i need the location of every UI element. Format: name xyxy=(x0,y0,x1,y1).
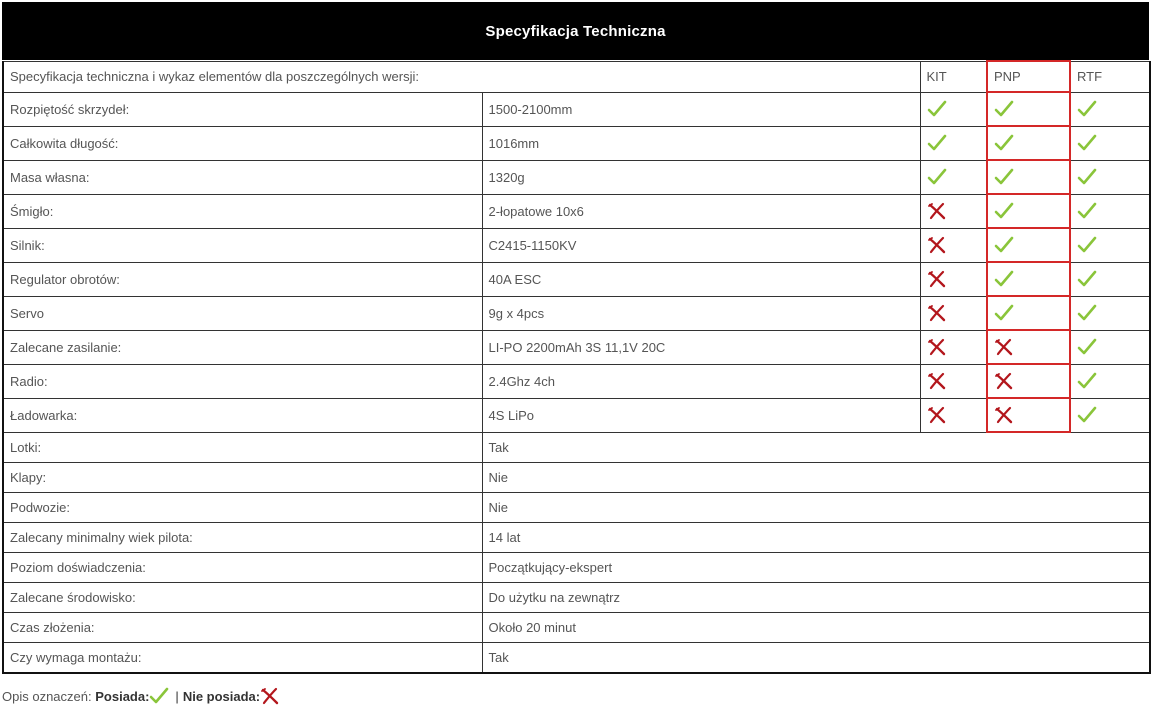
table-row xyxy=(3,463,1150,493)
legend-separator: | xyxy=(175,688,179,704)
table-row xyxy=(3,194,1150,228)
check-icon xyxy=(994,270,1014,285)
table-header-row xyxy=(3,61,1150,92)
check-icon xyxy=(1077,406,1097,421)
cross-icon xyxy=(994,338,1014,353)
check-icon xyxy=(927,100,947,115)
check-icon xyxy=(1077,338,1097,353)
cell-pnp-5 xyxy=(987,262,1070,296)
row-value: Tak xyxy=(482,643,1150,674)
cell-rtf-0 xyxy=(1070,92,1150,126)
row-value: 14 lat xyxy=(482,523,1150,553)
row-value: Nie xyxy=(482,493,1150,523)
table-row xyxy=(3,432,1150,463)
row-value: 2-łopatowe 10x6 xyxy=(482,194,920,228)
legend-has-label: Posiada: xyxy=(95,688,150,704)
check-icon xyxy=(1077,202,1097,217)
check-icon xyxy=(1077,372,1097,387)
cross-icon xyxy=(927,270,947,285)
header-pnp: PNP xyxy=(987,61,1070,92)
row-label: Czas złożenia: xyxy=(3,613,482,643)
row-label: Lotki: xyxy=(3,432,482,463)
cell-pnp-0 xyxy=(987,92,1070,126)
row-value: Tak xyxy=(482,432,1150,463)
check-icon xyxy=(1077,270,1097,285)
row-label: Ładowarka: xyxy=(3,398,482,432)
row-value: 2.4Ghz 4ch xyxy=(482,364,920,398)
cell-rtf-1 xyxy=(1070,126,1150,160)
table-row xyxy=(3,613,1150,643)
cell-kit-7 xyxy=(920,330,987,364)
row-label: Silnik: xyxy=(3,228,482,262)
table-row xyxy=(3,553,1150,583)
row-label: Zalecany minimalny wiek pilota: xyxy=(3,523,482,553)
table-row xyxy=(3,364,1150,398)
row-label: Radio: xyxy=(3,364,482,398)
row-label: Zalecane zasilanie: xyxy=(3,330,482,364)
check-icon xyxy=(149,687,169,705)
check-icon xyxy=(1077,134,1097,149)
legend-has-not-label: Nie posiada: xyxy=(182,688,261,704)
cell-rtf-6 xyxy=(1070,296,1150,330)
check-icon xyxy=(927,168,947,183)
header-kit: KIT xyxy=(920,61,987,92)
cell-kit-5 xyxy=(920,262,987,296)
table-row xyxy=(3,493,1150,523)
cell-pnp-4 xyxy=(987,228,1070,262)
header-description: Specyfikacja techniczna i wykaz elementów dla poszczególnych wersji: xyxy=(3,61,920,92)
cell-rtf-5 xyxy=(1070,262,1150,296)
cell-pnp-1 xyxy=(987,126,1070,160)
cell-rtf-2 xyxy=(1070,160,1150,194)
check-icon xyxy=(994,134,1014,149)
cross-icon xyxy=(994,406,1014,421)
cell-pnp-3 xyxy=(987,194,1070,228)
cross-icon xyxy=(260,687,280,705)
spec-container xyxy=(2,2,1149,674)
cell-pnp-2 xyxy=(987,160,1070,194)
row-label: Czy wymaga montażu: xyxy=(3,643,482,674)
row-value: 1500-2100mm xyxy=(482,92,920,126)
row-value: 40A ESC xyxy=(482,262,920,296)
cell-rtf-3 xyxy=(1070,194,1150,228)
cell-pnp-7 xyxy=(987,330,1070,364)
cell-kit-1 xyxy=(920,126,987,160)
table-row xyxy=(3,262,1150,296)
row-label: Rozpiętość skrzydeł: xyxy=(3,92,482,126)
table-row xyxy=(3,583,1150,613)
table-row xyxy=(3,160,1150,194)
row-value: Nie xyxy=(482,463,1150,493)
cell-rtf-8 xyxy=(1070,364,1150,398)
header-rtf: RTF xyxy=(1070,61,1150,92)
row-label: Zalecane środowisko: xyxy=(3,583,482,613)
row-label: Podwozie: xyxy=(3,493,482,523)
cell-kit-4 xyxy=(920,228,987,262)
cell-kit-9 xyxy=(920,398,987,432)
cross-icon xyxy=(927,304,947,319)
cell-rtf-4 xyxy=(1070,228,1150,262)
row-value: Około 20 minut xyxy=(482,613,1150,643)
cross-icon xyxy=(927,372,947,387)
check-icon xyxy=(1077,100,1097,115)
cell-kit-0 xyxy=(920,92,987,126)
row-value: Początkujący-ekspert xyxy=(482,553,1150,583)
check-icon xyxy=(1077,168,1097,183)
check-icon xyxy=(994,100,1014,115)
check-icon xyxy=(994,304,1014,319)
row-value: LI-PO 2200mAh 3S 11,1V 20C xyxy=(482,330,920,364)
cell-kit-2 xyxy=(920,160,987,194)
row-value: 4S LiPo xyxy=(482,398,920,432)
cross-icon xyxy=(927,406,947,421)
cell-pnp-9 xyxy=(987,398,1070,432)
cross-icon xyxy=(927,236,947,251)
table-row xyxy=(3,228,1150,262)
table-row xyxy=(3,126,1150,160)
cell-pnp-6 xyxy=(987,296,1070,330)
row-value: Do użytku na zewnątrz xyxy=(482,583,1150,613)
row-label: Śmigło: xyxy=(3,194,482,228)
legend xyxy=(2,687,280,705)
row-label: Poziom doświadczenia: xyxy=(3,553,482,583)
cell-rtf-9 xyxy=(1070,398,1150,432)
table-row xyxy=(3,330,1150,364)
spec-title: Specyfikacja Techniczna xyxy=(2,2,1149,60)
check-icon xyxy=(1077,236,1097,251)
check-icon xyxy=(994,202,1014,217)
check-icon xyxy=(994,236,1014,251)
cross-icon xyxy=(994,372,1014,387)
cell-kit-3 xyxy=(920,194,987,228)
row-value: 1016mm xyxy=(482,126,920,160)
table-row xyxy=(3,523,1150,553)
cell-pnp-8 xyxy=(987,364,1070,398)
cell-kit-6 xyxy=(920,296,987,330)
table-row xyxy=(3,643,1150,674)
table-row xyxy=(3,296,1150,330)
check-icon xyxy=(994,168,1014,183)
row-label: Klapy: xyxy=(3,463,482,493)
cell-kit-8 xyxy=(920,364,987,398)
table-row xyxy=(3,398,1150,432)
row-value: 9g x 4pcs xyxy=(482,296,920,330)
row-label: Regulator obrotów: xyxy=(3,262,482,296)
row-value: C2415-1150KV xyxy=(482,228,920,262)
row-label: Servo xyxy=(3,296,482,330)
row-value: 1320g xyxy=(482,160,920,194)
row-label: Masa własna: xyxy=(3,160,482,194)
legend-prefix: Opis oznaczeń: xyxy=(2,688,92,704)
spec-table xyxy=(2,60,1151,674)
row-label: Całkowita długość: xyxy=(3,126,482,160)
table-row xyxy=(3,92,1150,126)
cell-rtf-7 xyxy=(1070,330,1150,364)
cross-icon xyxy=(927,338,947,353)
cross-icon xyxy=(927,202,947,217)
check-icon xyxy=(927,134,947,149)
check-icon xyxy=(1077,304,1097,319)
